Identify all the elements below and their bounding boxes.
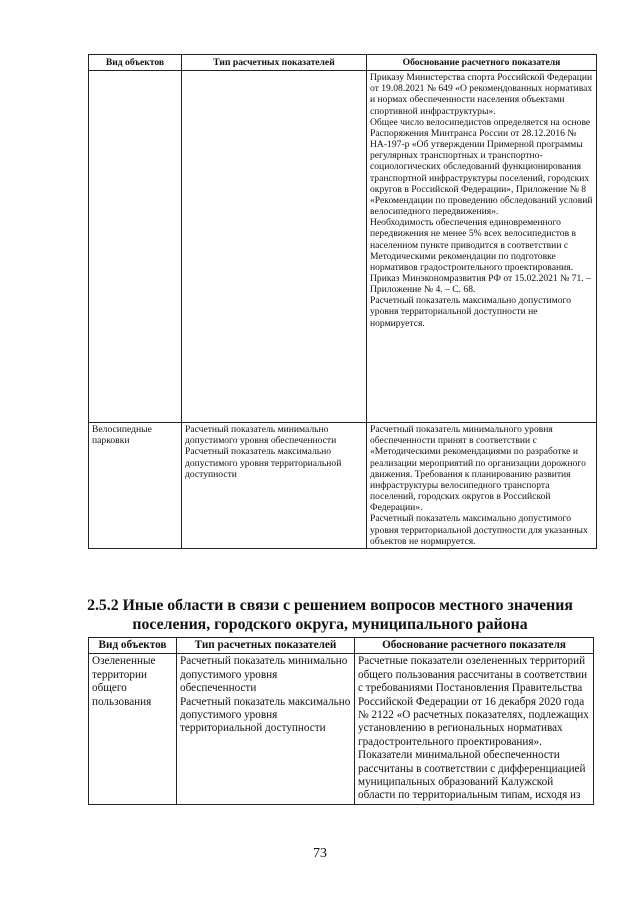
justification-paragraph: Показатели минимальной обеспеченности рассчитаны в соответствии с дифференциацией муниципальных образований Калужской области по территориальным типам, исходя из <box>358 749 586 802</box>
justification-cell <box>367 71 597 423</box>
justification-paragraph: Необходимость обеспечения единовременного передвижения не менее 5% всех велосипедистов в населенном пункте приводится в соответствии с Методическими рекомендации по подготовке нормативов градостроительного проектирования. Приказ Минэкономразвития РФ от 15.02.2021 № 71. – Приложение № 4. – С. 68. <box>370 217 591 296</box>
justification-cell <box>355 654 594 804</box>
object-cell <box>89 71 182 423</box>
justification-paragraph: Расчетные показатели озелененных территорий общего пользования рассчитаны в соответствии с требованиями Постановления Правительства Российской Федерации от 16 декабря 2020 года № 2122 «О расчетных показателях, подлежащих установлению в региональных нормативах градостроительного проектирования». <box>358 655 589 748</box>
object-cell: Озелененные территории общего пользования <box>89 654 177 804</box>
header-object-type: Вид объектов <box>89 55 182 71</box>
justification-paragraph: Расчетный показатель максимально допустимого уровня территориальной доступности не нормируется. <box>370 295 572 329</box>
justification-cell <box>367 423 597 549</box>
header-object-type: Вид объектов <box>89 638 177 654</box>
justification-paragraph: Общее число велосипедистов определяется на основе Распоряжения Минтранса России от 28.12.2016 № НА-197-р «Об утверждении Примерной программы регулярных транспортных и транспортно-социологических обследований функционирования транспортной инфраструктуры поселений, городских округов в Российской Федерации», Приложение № 8 «Рекомендации по проведению обследований условий велосипедного передвижения». <box>370 116 593 218</box>
indicator-type-item: Расчетный показатель минимально допустимого уровня обеспеченности <box>185 424 337 447</box>
table-header-row <box>89 638 594 654</box>
indicator-types-cell <box>182 71 367 423</box>
page-number: 73 <box>313 846 327 861</box>
justification-paragraph: Расчетный показатель максимально допустимого уровня территориальной доступности для указанных объектов не нормируется. <box>370 513 588 547</box>
indicators-table-top <box>88 54 597 549</box>
justification-paragraph: Приказу Министерства спорта Российской Федерации от 19.08.2021 № 649 «О рекомендованных нормативах и нормах обеспеченности населения объектами спортивной инфраструктуры». <box>370 72 593 117</box>
indicator-type-item: Расчетный показатель максимально допустимого уровня территориальной доступности <box>180 695 351 735</box>
header-indicator-type: Тип расчетных показателей <box>177 638 355 654</box>
header-indicator-type: Тип расчетных показателей <box>182 55 367 71</box>
justification-paragraph: Расчетный показатель минимального уровня обеспеченности принят в соответствии с «Методическими рекомендациями по разработке и реализации мероприятий по организации дорожного движения. Требования к планированию развития инфраструктуры велосипедного транспорта поселений, городских округов в Российской Федерации». <box>370 424 586 514</box>
table-row <box>89 423 597 549</box>
indicator-type-item: Расчетный показатель максимально допустимого уровня территориальной доступности <box>185 446 342 480</box>
object-cell: Велосипедные парковки <box>89 423 182 549</box>
header-justification: Обоснование расчетного показателя <box>355 638 594 654</box>
section-heading: 2.5.2 Иные области в связи с решением вопросов местного значения поселения, городского округа, муниципального района <box>87 597 573 633</box>
table-row <box>89 71 597 423</box>
indicator-types-cell <box>182 423 367 549</box>
header-justification: Обоснование расчетного показателя <box>367 55 597 71</box>
indicator-type-item: Расчетный показатель минимально допустимого уровня обеспеченности <box>180 655 348 695</box>
indicators-table-bottom <box>88 637 594 805</box>
table-header-row <box>89 55 597 71</box>
indicator-types-cell <box>177 654 355 804</box>
table-row <box>89 654 594 804</box>
